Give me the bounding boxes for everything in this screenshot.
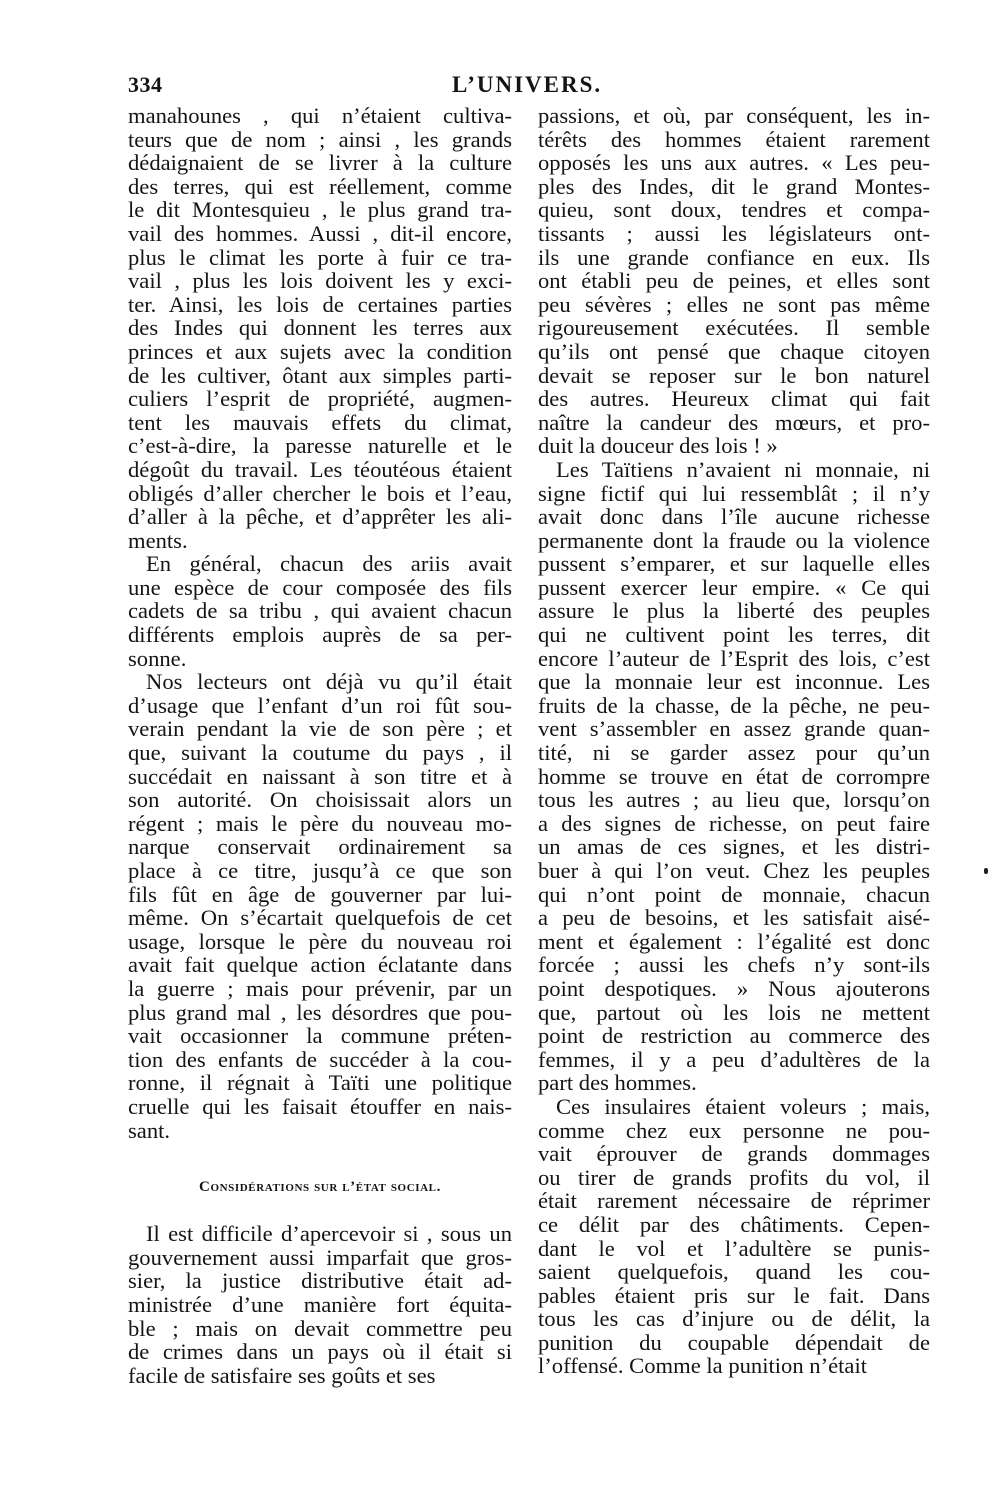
paragraph xyxy=(128,1222,512,1387)
text-line: cruelle qui les faisait étouffer en nais- xyxy=(128,1093,512,1119)
text-line: différents emplois auprès de sa per- xyxy=(128,622,512,648)
text-line: des Indes qui donnent les terres aux xyxy=(128,315,512,341)
text-line: femmes, il y a peu d’adultères de la xyxy=(538,1046,930,1072)
text-line: d’aller à la pêche, et d’apprêter les ali- xyxy=(128,504,512,530)
text-line: térêts des hommes étaient rarement xyxy=(538,126,930,152)
text-line: qui ne cultivent point les terres, dit xyxy=(538,622,930,648)
text-line: tous les autres ; au lieu que, lorsqu’on xyxy=(538,787,930,813)
margin-speck-icon xyxy=(984,868,988,874)
text-line: la guerre ; mais pour prévenir, par un xyxy=(128,975,512,1001)
text-line: verain pendant la vie de son père ; et xyxy=(128,716,512,742)
text-line: fruits de la chasse, de la pêche, ne peu- xyxy=(538,692,930,718)
text-line: sier, la justice distributive était ad- xyxy=(128,1268,512,1294)
text-line: tissants ; aussi les législateurs ont- xyxy=(538,220,930,246)
text-line: place à ce titre, jusqu’à ce que son xyxy=(128,858,512,883)
text-line: vent s’assembler en assez grande quan- xyxy=(538,716,930,742)
text-line: Nos lecteurs ont déjà vu qu’il était xyxy=(146,669,512,695)
text-line: comme chez eux personne ne pou- xyxy=(538,1117,930,1143)
text-line: forcée ; aussi les chefs n’y sont-ils xyxy=(538,952,930,978)
text-line: manahounes , qui n’étaient cultiva- xyxy=(128,103,512,128)
text-line: le dit Montesquieu , le plus grand tra- xyxy=(128,197,512,223)
text-line: opposés les uns aux autres. « Les peu- xyxy=(538,150,930,176)
text-line: vail des hommes. Aussi , dit-il encore, xyxy=(128,220,512,246)
text-line: sonne. xyxy=(128,645,187,671)
running-title: L’UNIVERS. xyxy=(452,72,603,97)
text-line: gouvernement aussi imparfait que gros- xyxy=(128,1244,512,1270)
text-line: assure le plus la liberté des peuples xyxy=(538,598,930,624)
text-line: ter. Ainsi, les lois de certaines parties xyxy=(128,291,512,317)
text-line: son autorité. On choisissait alors un xyxy=(128,787,512,813)
text-line: ments. xyxy=(128,527,188,553)
text-line: pussent exercer leur empire. « Ce qui xyxy=(538,574,930,600)
text-line: encore l’auteur de l’Esprit des lois, c’est xyxy=(538,645,930,671)
text-line: En général, chacun des ariis avait xyxy=(146,551,512,577)
text-line: teurs que de nom ; ainsi , les grands xyxy=(128,126,512,152)
text-line: qu’ils ont pensé que chaque citoyen xyxy=(538,338,930,364)
text-line: de crimes dans un pays où il était si xyxy=(128,1339,512,1365)
text-line: cadets de sa tribu , qui avaient chacun xyxy=(128,598,512,624)
text-line: une espèce de cour composée des fils xyxy=(128,574,512,600)
text-line: que, partout où les lois ne mettent xyxy=(538,999,930,1025)
text-line: avait donc dans l’île aucune richesse xyxy=(538,504,930,530)
text-line: pables étaient pris sur le fait. Dans xyxy=(538,1282,930,1308)
text-line: c’est-à-dire, la paresse naturelle et le xyxy=(128,433,512,459)
text-line: narque conservait ordinairement sa xyxy=(128,834,512,860)
paragraph xyxy=(128,670,512,1142)
running-head xyxy=(128,72,940,102)
text-line: punition du coupable dépendait de xyxy=(538,1329,930,1355)
left-column xyxy=(128,104,512,1387)
text-line: obligés d’aller chercher le bois et l’eau, xyxy=(128,480,512,506)
text-line: avait fait quelque action éclatante dans xyxy=(128,952,512,978)
right-column xyxy=(538,104,930,1378)
text-line: que, suivant la coutume du pays , il xyxy=(128,740,512,766)
text-line: quieu, sont doux, tendres et compa- xyxy=(538,197,930,223)
text-line: naître la candeur des mœurs, et pro- xyxy=(538,409,930,435)
text-line: des terres, qui est réellement, comme xyxy=(128,173,512,199)
paragraph xyxy=(128,552,512,670)
text-line: dédaignaient de se livrer à la culture xyxy=(128,150,512,176)
text-line: de les cultiver, ôtant aux simples parti- xyxy=(128,362,512,388)
text-line: peu sévères ; elles ne sont pas même xyxy=(538,291,930,317)
text-line: ronne, il régnait à Taïti une politique xyxy=(128,1070,512,1096)
text-line: point despotiques. » Nous ajouterons xyxy=(538,975,930,1001)
text-line: Les Taïtiens n’avaient ni monnaie, ni xyxy=(556,456,930,482)
text-line: ont établi peu de peines, et elles sont xyxy=(538,268,930,294)
text-line: tion des enfants de succéder à la cou- xyxy=(128,1046,512,1072)
text-line: ou tirer de grands profits du vol, il xyxy=(538,1164,930,1190)
text-line: dégoût du travail. Les téoutéous étaient xyxy=(128,456,512,482)
text-line: culiers l’esprit de propriété, augmen- xyxy=(128,386,512,412)
text-line: Ces insulaires étaient voleurs ; mais, xyxy=(556,1093,930,1119)
text-line: tous les cas d’injure ou de délit, la xyxy=(538,1306,930,1332)
text-line: point de restriction au commerce des xyxy=(538,1023,930,1049)
text-line: même. On s’écartait quelquefois de cet xyxy=(128,905,512,931)
text-line: passions, et où, par conséquent, les in- xyxy=(538,103,930,128)
text-line: ples des Indes, dit le grand Montes- xyxy=(538,173,930,199)
text-line: était rarement nécessaire de réprimer xyxy=(538,1188,930,1214)
text-line: ministrée d’une manière fort équita- xyxy=(128,1291,512,1317)
text-line: plus le climat les porte à fuir ce tra- xyxy=(128,244,512,270)
section-heading: Considérations sur l’état social. xyxy=(199,1179,441,1196)
text-line: des autres. Heureux climat qui fait xyxy=(538,386,930,412)
page-number: 334 xyxy=(128,72,163,97)
text-line: ment et également : l’égalité est donc xyxy=(538,928,930,954)
text-line: usage, lorsque le père du nouveau roi xyxy=(128,928,512,954)
text-line: a des signes de richesse, on peut faire xyxy=(538,810,930,836)
text-line: homme se trouve en état de corrompre xyxy=(538,763,930,789)
text-line: plus grand mal , les désordres que pou- xyxy=(128,999,512,1025)
paragraph xyxy=(538,1095,930,1378)
text-line: pussent s’emparer, et sur laquelle elles xyxy=(538,551,930,577)
text-line: ble ; mais on devait commettre peu xyxy=(128,1315,512,1341)
text-line: part des hommes. xyxy=(538,1070,697,1096)
text-line: l’offensé. Comme la punition n’était xyxy=(538,1353,867,1379)
text-line: vait occasionner la commune préten- xyxy=(128,1023,512,1049)
text-line: régent ; mais le père du nouveau mo- xyxy=(128,810,512,836)
text-line: saient quelquefois, quand les cou- xyxy=(538,1259,930,1285)
text-line: devait se reposer sur le bon naturel xyxy=(538,362,930,388)
text-line: permanente dont la fraude ou la violence xyxy=(538,527,930,553)
text-line: qui n’ont point de monnaie, chacun xyxy=(538,881,930,907)
text-line: duit la douceur des lois ! » xyxy=(538,433,778,459)
text-line: a peu de besoins, et les satisfait aisé- xyxy=(538,905,930,931)
paragraph xyxy=(538,458,930,1095)
text-line: princes et aux sujets avec la condition xyxy=(128,338,512,364)
text-line: signe fictif qui lui ressemblât ; il n’y xyxy=(538,480,930,506)
text-line: vail , plus les lois doivent les y exci- xyxy=(128,268,512,294)
text-line: ce délit par des châtiments. Cepen- xyxy=(538,1211,930,1237)
text-line: Il est difficile d’apercevoir si , sous un xyxy=(146,1221,512,1247)
text-line: un amas de ces signes, et les distri- xyxy=(538,834,930,860)
text-line: facile de satisfaire ses goûts et ses xyxy=(128,1362,436,1388)
paragraph xyxy=(538,104,930,458)
text-line: fils fût en âge de gouverner par lui- xyxy=(128,881,512,907)
paragraph xyxy=(128,104,512,552)
text-line: tent les mauvais effets du climat, xyxy=(128,409,512,435)
text-line: sant. xyxy=(128,1117,171,1143)
text-line: que la monnaie leur est inconnue. Les xyxy=(538,669,930,695)
text-line: buer à qui l’on veut. Chez les peuples xyxy=(538,858,930,883)
text-line: vait éprouver de grands dommages xyxy=(538,1141,930,1167)
text-line: dant le vol et l’adultère se punis- xyxy=(538,1235,930,1261)
text-line: d’usage que l’enfant d’un roi fût sou- xyxy=(128,692,512,718)
text-line: rigoureusement exécutées. Il semble xyxy=(538,315,930,341)
text-line: tité, ni se garder assez pour qu’un xyxy=(538,740,930,766)
text-line: succédait en naissant à son titre et à xyxy=(128,763,512,789)
text-line: ils une grande confiance en eux. Ils xyxy=(538,244,930,270)
